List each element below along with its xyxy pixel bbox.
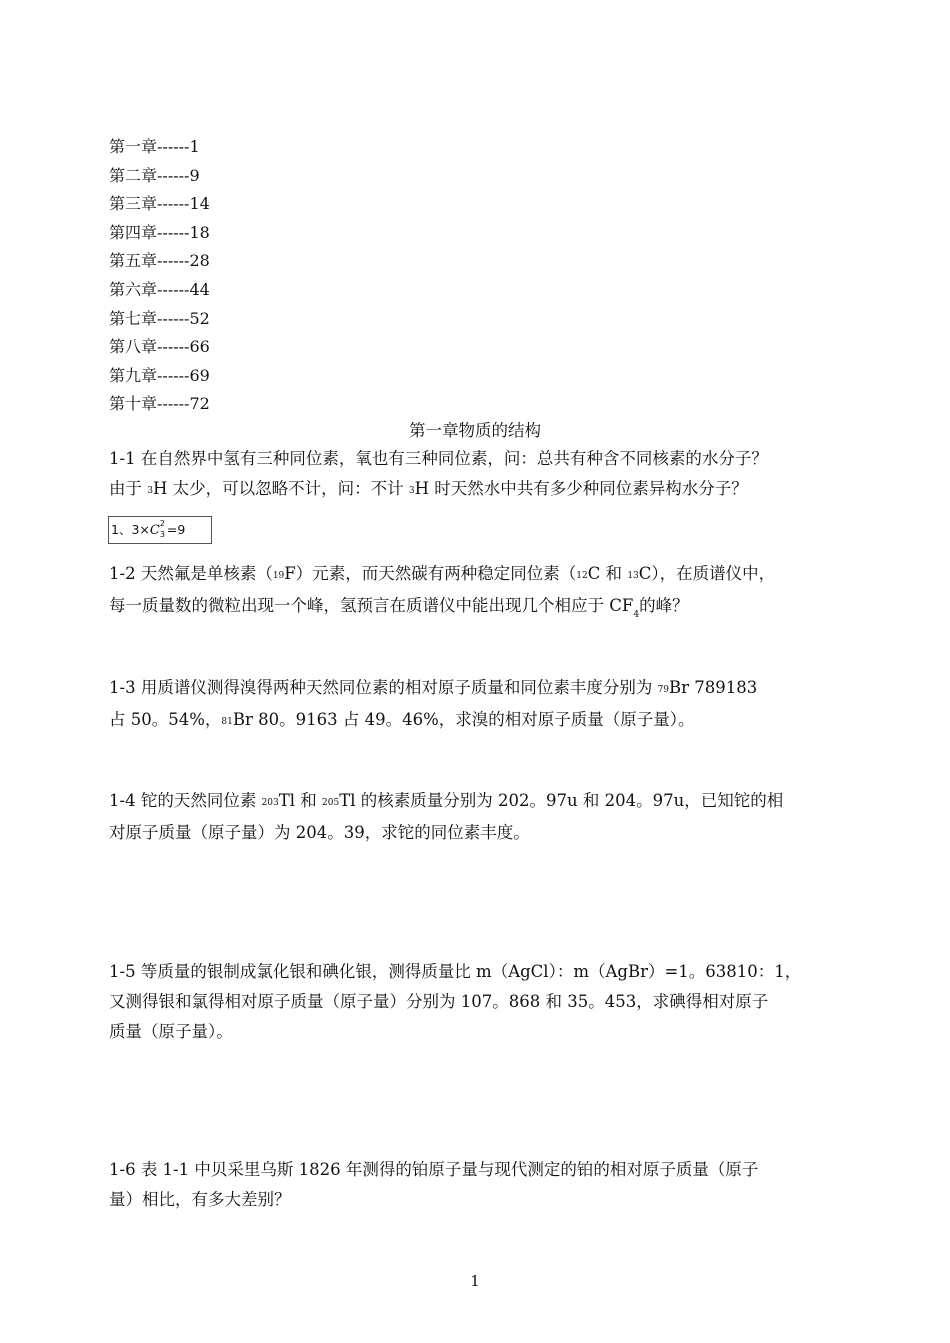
- superscript: 3: [147, 486, 153, 496]
- superscript: 81: [221, 717, 233, 727]
- question-1-1-line-2: [109, 474, 849, 506]
- question-1-3-line-2: [109, 705, 849, 737]
- question-1-6: [109, 1155, 849, 1215]
- superscript: 3: [408, 486, 415, 496]
- superscript: 13: [627, 571, 639, 581]
- text: Br 789183: [669, 678, 758, 697]
- combination-sub: 3: [159, 529, 165, 539]
- text: Tl 和: [278, 791, 323, 810]
- toc-entry-8: 第八章------66: [109, 337, 210, 357]
- text: 1-3 用质谱仪测得溴得两种天然同位素的相对原子质量和同位素丰度分别为: [109, 678, 658, 697]
- text: 占 50。54%，: [109, 710, 222, 729]
- superscript: 205: [322, 798, 340, 808]
- question-1-4-line-2: 对原子质量（原子量）为 204。39，求铊的同位素丰度。: [109, 823, 530, 842]
- text: H 太少，可以忽略不计，问：不计: [152, 479, 409, 498]
- answer-suffix: =9: [166, 522, 186, 537]
- question-1-3: [109, 673, 849, 737]
- question-1-5-line-3: 质量（原子量）。: [109, 1022, 233, 1041]
- answer-1-1-box: [108, 516, 212, 544]
- question-1-6-line-2: 量）相比，有多大差别？: [109, 1190, 291, 1209]
- question-1-5: [109, 957, 849, 1047]
- superscript: 19: [272, 571, 285, 581]
- question-1-6-line-1: 1-6 表 1-1 中贝采里乌斯 1826 年测得的铂原子量与现代测定的铂的相对原子质量（原子: [109, 1160, 759, 1179]
- superscript: 12: [576, 571, 588, 581]
- subscript: 4: [633, 610, 640, 620]
- toc-entry-1: 第一章------1: [109, 137, 200, 156]
- text: 1-2 天然氟是单核素（: [109, 564, 273, 583]
- question-1-3-line-1: [109, 673, 849, 705]
- question-1-1-line-1: 1-1 在自然界中氢有三种同位素，氧也有三种同位素，问：总共有种含不同核素的水分子？: [109, 449, 768, 468]
- question-1-2-line-2: [109, 591, 849, 630]
- question-1-4-line-1: [109, 786, 849, 818]
- answer-prefix: 1、3×: [111, 522, 150, 537]
- question-1-5-line-2: 又测得银和氯得相对原子质量（原子量）分别为 107。868 和 35。453，求碘得相对原子: [109, 992, 769, 1011]
- toc-entry-7: 第七章------52: [109, 308, 210, 328]
- combination-symbol: C: [149, 523, 160, 538]
- combination-indices: [159, 518, 167, 541]
- question-1-5-line-1: 1-5 等质量的银制成氯化银和碘化银，测得质量比 m（AgCl）：m（AgBr）=1。63810：1，: [109, 962, 802, 981]
- superscript: 79: [657, 685, 670, 695]
- combination-sup: 2: [159, 518, 165, 528]
- superscript: 203: [261, 798, 279, 808]
- question-1-2: [109, 559, 849, 630]
- toc-entry-10: 第十章------72: [109, 394, 210, 414]
- toc-entry-9: 第九章------69: [109, 365, 210, 385]
- toc-entry-6: 第六章------44: [109, 279, 210, 299]
- text: Tl 的核素质量分别为 202。97u 和 204。97u，已知铊的相: [339, 791, 784, 810]
- text: H 时天然水中共有多少种同位素异构水分子？: [414, 479, 748, 498]
- question-1-2-line-1: [109, 559, 849, 591]
- text: 的峰？: [639, 596, 689, 615]
- text: Br 80。9163 占 49。46%，求溴的相对原子质量（原子量）。: [232, 710, 695, 729]
- toc-entry-3: 第三章------14: [109, 194, 210, 214]
- text: 由于: [109, 479, 148, 498]
- text: 1-4 铊的天然同位素: [109, 791, 262, 810]
- chapter-title: 第一章物质的结构: [409, 421, 541, 440]
- question-1-4: [109, 786, 849, 848]
- page-number: 1: [470, 1272, 480, 1290]
- toc-entry-4: 第四章------18: [109, 222, 210, 242]
- table-of-contents: [109, 133, 210, 419]
- text: C 和: [587, 564, 628, 583]
- text: C），在质谱仪中，: [638, 564, 776, 583]
- text: 每一质量数的微粒出现一个峰，氢预言在质谱仪中能出现几个相应于 CF: [109, 596, 634, 615]
- question-1-1: [109, 444, 849, 506]
- toc-entry-5: 第五章------28: [109, 251, 210, 271]
- text: F）元素，而天然碳有两种稳定同位素（: [284, 564, 577, 583]
- toc-entry-2: 第二章------9: [109, 165, 200, 185]
